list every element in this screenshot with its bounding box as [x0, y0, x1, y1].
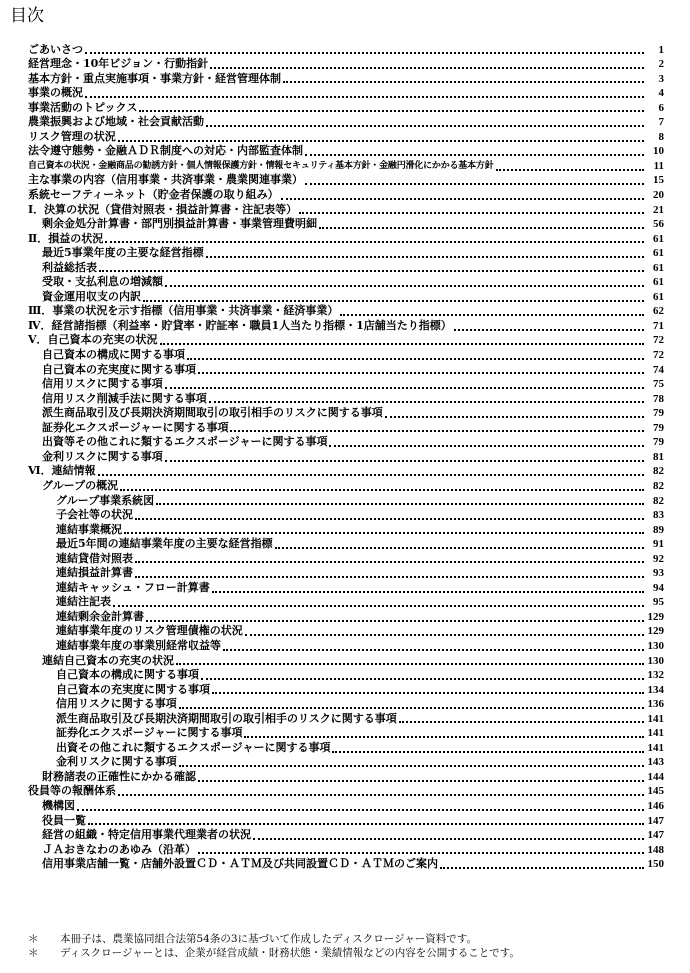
- toc-entry[interactable]: [28, 842, 664, 857]
- dot-leader: [176, 655, 644, 665]
- toc-entry[interactable]: [28, 653, 664, 668]
- dot-leader: [253, 830, 644, 840]
- toc-entry-page: 89: [653, 523, 664, 536]
- toc-entry-label: 主な事業の内容（信用事業・共済事業・農業関連事業）: [28, 173, 303, 187]
- dot-leader: [212, 583, 644, 593]
- footnote-text: 本冊子は、農業協同組合法第54条の3に基づいて作成したディスクロージャー資料です。: [60, 933, 477, 945]
- dot-leader: [340, 306, 644, 316]
- toc-entry-label: 法令遵守態勢・金融ＡＤＲ制度への対応・内部監査体制: [28, 144, 303, 158]
- toc-entry-label: 自己資本の構成に関する事項: [56, 668, 199, 682]
- toc-entry[interactable]: [28, 813, 664, 828]
- toc-entry-label: 自己資本の充実度に関する事項: [42, 362, 196, 376]
- dot-leader: [399, 713, 644, 723]
- dot-leader: [105, 233, 644, 243]
- toc-entry-label: 信用事業店舗一覧・店舗外設置ＣＤ・ＡＴＭ及び共同設置ＣＤ・ＡＴＭのご案内: [42, 857, 438, 871]
- toc-entry[interactable]: [28, 537, 664, 552]
- footnote: [28, 932, 668, 946]
- toc-entry[interactable]: [28, 857, 664, 872]
- toc-entry[interactable]: [28, 129, 664, 144]
- toc-entry-label: 連結事業年度の事業別経常収益等: [56, 638, 221, 652]
- toc-entry-page: 72: [653, 334, 664, 347]
- dot-leader: [299, 204, 644, 214]
- toc-entry-page: 71: [653, 319, 664, 332]
- toc-entry-label: 信用リスクに関する事項: [42, 377, 163, 391]
- toc-entry-label: 証券化エクスポージャーに関する事項: [56, 726, 243, 740]
- toc-entry[interactable]: [28, 595, 664, 610]
- toc-entry[interactable]: [28, 42, 664, 57]
- toc-entry[interactable]: [28, 391, 664, 406]
- toc-entry-page: 82: [653, 494, 664, 507]
- footnote-mark: ＊: [28, 933, 39, 945]
- page-title: 目次: [10, 6, 44, 26]
- toc-entry-label: 信用リスクに関する事項: [56, 697, 177, 711]
- toc-entry-page: 92: [653, 552, 664, 565]
- toc-entry[interactable]: [28, 333, 664, 348]
- toc-entry-label: ＪＡおきなわのあゆみ（沿革）: [42, 842, 196, 856]
- dot-leader: [496, 161, 644, 171]
- toc-entry[interactable]: [28, 580, 664, 595]
- toc-entry[interactable]: [28, 508, 664, 523]
- toc-entry-page: 95: [653, 596, 664, 609]
- toc-entry-label: 機構図: [42, 798, 75, 812]
- dot-leader: [275, 539, 644, 549]
- footnote-mark: ＊: [28, 947, 39, 959]
- toc-entry-label: 連結損益計算書: [56, 566, 133, 580]
- dot-leader: [179, 699, 644, 709]
- toc-entry[interactable]: [28, 566, 664, 581]
- toc-entry-label: 自己資本の充実度に関する事項: [56, 682, 210, 696]
- toc-entry-page: 130: [647, 639, 664, 652]
- toc-entry-label: 信用リスク削減手法に関する事項: [42, 391, 207, 405]
- toc-entry[interactable]: [28, 668, 664, 683]
- toc-entry[interactable]: [28, 231, 664, 246]
- toc-entry-label: 役員等の報酬体系: [28, 784, 116, 798]
- dot-leader: [440, 859, 644, 869]
- toc-entry-label: 最近5年間の連結事業年度の主要な経営指標: [56, 537, 273, 551]
- toc-entry[interactable]: [28, 260, 664, 275]
- toc-entry[interactable]: [28, 755, 664, 770]
- toc-entry[interactable]: [28, 377, 664, 392]
- dot-leader: [156, 495, 644, 505]
- toc-entry[interactable]: [28, 406, 664, 421]
- toc-entry-page: 132: [647, 669, 664, 682]
- toc-entry-label: ごあいさつ: [28, 42, 83, 56]
- toc-entry-label: グループ事業系統図: [56, 493, 155, 507]
- toc-entry[interactable]: [28, 638, 664, 653]
- dot-leader: [165, 277, 644, 287]
- toc-entry[interactable]: [28, 478, 664, 493]
- toc-entry-label: 連結剰余金計算書: [56, 609, 144, 623]
- toc-entry-page: 141: [647, 712, 664, 725]
- toc-entry[interactable]: [28, 115, 664, 130]
- toc-entry-label: Ⅳ．経営諸指標（利益率・貯貸率・貯証率・職員1人当たり指標・1店舗当たり指標）: [28, 318, 452, 332]
- dot-leader: [139, 102, 644, 112]
- toc-entry-page: 145: [647, 785, 664, 798]
- toc-entry-page: 136: [647, 698, 664, 711]
- dot-leader: [223, 641, 644, 651]
- toc-entry[interactable]: [28, 711, 664, 726]
- dot-leader: [201, 670, 644, 680]
- toc-entry-page: 15: [653, 174, 664, 187]
- toc-entry[interactable]: [28, 493, 664, 508]
- toc-entry-label: 事業の概況: [28, 86, 83, 100]
- toc-entry-page: 72: [653, 349, 664, 362]
- dot-leader: [212, 684, 644, 694]
- dot-leader: [230, 422, 644, 432]
- toc-entry[interactable]: [28, 624, 664, 639]
- toc-entry-label: 最近5事業年度の主要な経営指標: [42, 246, 204, 260]
- toc-entry-label: 連結事業概況: [56, 522, 122, 536]
- toc-entry-page: 75: [653, 378, 664, 391]
- toc-entry-label: 資金運用収支の内訳: [42, 289, 141, 303]
- toc-entry-page: 56: [653, 218, 664, 231]
- dot-leader: [135, 553, 644, 563]
- dot-leader: [113, 597, 644, 607]
- toc-entry-page: 141: [647, 741, 664, 754]
- toc-entry-page: 61: [653, 290, 664, 303]
- dot-leader: [206, 117, 644, 127]
- toc-entry-page: 94: [653, 581, 664, 594]
- toc-entry-page: 129: [647, 610, 664, 623]
- toc-entry-page: 78: [653, 392, 664, 405]
- toc-entry-page: 83: [653, 509, 664, 522]
- toc-entry[interactable]: [28, 289, 664, 304]
- toc-entry[interactable]: [28, 420, 664, 435]
- toc-entry[interactable]: [28, 609, 664, 624]
- dot-leader: [88, 815, 644, 825]
- toc-entry[interactable]: [28, 187, 664, 202]
- toc-entry-label: 受取・支払利息の増減額: [42, 275, 163, 289]
- toc-entry-page: 1: [658, 43, 664, 56]
- toc-entry-page: 141: [647, 727, 664, 740]
- dot-leader: [206, 248, 644, 258]
- toc-entry[interactable]: [28, 246, 664, 261]
- toc-entry[interactable]: [28, 173, 664, 188]
- toc-entry[interactable]: [28, 318, 664, 333]
- toc-entry[interactable]: [28, 86, 664, 101]
- toc-entry[interactable]: [28, 784, 664, 799]
- toc-entry-label: 基本方針・重点実施事項・事業方針・経営管理体制: [28, 71, 281, 85]
- toc-entry-label: 派生商品取引及び長期決済期間取引の取引相手のリスクに関する事項: [56, 711, 397, 725]
- toc-entry-page: 150: [647, 858, 664, 871]
- toc-entry-label: 利益総括表: [42, 260, 97, 274]
- toc-entry-label: 証券化エクスポージャーに関する事項: [42, 420, 229, 434]
- dot-leader: [143, 292, 644, 302]
- toc-entry-page: 2: [658, 58, 664, 71]
- toc-entry-page: 11: [653, 159, 664, 172]
- dot-leader: [209, 393, 644, 403]
- toc-entry[interactable]: [28, 304, 664, 319]
- dot-leader: [85, 44, 644, 54]
- toc-entry-label: Ⅵ．連結情報: [28, 464, 96, 478]
- toc-entry-page: 61: [653, 232, 664, 245]
- toc-entry-label: 自己資本の構成に関する事項: [42, 348, 185, 362]
- toc-entry-label: 連結貸借対照表: [56, 551, 133, 565]
- toc-entry[interactable]: [28, 100, 664, 115]
- toc-entry-label: 系統セーフティーネット（貯金者保護の取り組み）: [28, 188, 279, 202]
- toc-entry[interactable]: [28, 362, 664, 377]
- dot-leader: [118, 132, 644, 142]
- toc-entry-label: 出資その他これに類するエクスポージャーに関する事項: [56, 740, 331, 754]
- dot-leader: [305, 146, 644, 156]
- toc-entry[interactable]: [28, 217, 664, 232]
- footnote-text: ディスクロージャーとは、企業が経営成績・財務状態・業績情報などの内容を公開することです。: [60, 947, 520, 959]
- toc-entry-page: 134: [647, 683, 664, 696]
- toc-entry-label: 財務諸表の正確性にかかる確認: [42, 769, 196, 783]
- dot-leader: [244, 728, 644, 738]
- toc-entry[interactable]: [28, 522, 664, 537]
- dot-leader: [135, 510, 644, 520]
- toc-entry-page: 82: [653, 479, 664, 492]
- toc-entry-page: 74: [653, 363, 664, 376]
- toc-entry[interactable]: [28, 682, 664, 697]
- toc-entry-page: 144: [647, 770, 664, 783]
- dot-leader: [245, 626, 644, 636]
- toc-entry[interactable]: [28, 202, 664, 217]
- toc-entry-page: 82: [653, 465, 664, 478]
- toc-entry-page: 61: [653, 261, 664, 274]
- toc-entry-page: 129: [647, 625, 664, 638]
- toc-entry[interactable]: [28, 449, 664, 464]
- toc-entry[interactable]: [28, 144, 664, 159]
- toc-entry[interactable]: [28, 71, 664, 86]
- toc-entry-page: 93: [653, 567, 664, 580]
- dot-leader: [77, 801, 644, 811]
- dot-leader: [198, 844, 644, 854]
- dot-leader: [118, 786, 644, 796]
- toc-entry-page: 79: [653, 407, 664, 420]
- toc-entry-label: 子会社等の状況: [56, 508, 133, 522]
- toc-entry-label: 連結自己資本の充実の状況: [42, 653, 174, 667]
- toc-entry-page: 6: [658, 101, 664, 114]
- toc-entry[interactable]: [28, 57, 664, 72]
- toc-entry-label: Ⅲ．事業の状況を示す指標（信用事業・共済事業・経済事業）: [28, 304, 339, 318]
- toc-entry[interactable]: [28, 697, 664, 712]
- toc-entry-page: 147: [647, 814, 664, 827]
- toc-entry-page: 91: [653, 538, 664, 551]
- toc-entry[interactable]: [28, 464, 664, 479]
- dot-leader: [160, 335, 644, 345]
- dot-leader: [454, 321, 644, 331]
- dot-leader: [319, 219, 644, 229]
- toc-entry-label: 連結事業年度のリスク管理債権の状況: [56, 624, 243, 638]
- dot-leader: [98, 466, 644, 476]
- toc-entry-label: 役員一覧: [42, 813, 86, 827]
- dot-leader: [198, 364, 644, 374]
- toc-entry-label: 剰余金処分計算書・部門別損益計算書・事業管理費明細: [42, 217, 317, 231]
- dot-leader: [124, 524, 644, 534]
- toc-entry-label: 金利リスクに関する事項: [42, 449, 163, 463]
- toc-entry-label: Ⅰ．決算の状況（貸借対照表・損益計算書・注記表等）: [28, 202, 298, 216]
- toc-entry-label: 経営の組織・特定信用事業代理業者の状況: [42, 828, 251, 842]
- dot-leader: [165, 379, 644, 389]
- toc-entry-page: 61: [653, 276, 664, 289]
- footnote: [28, 946, 668, 960]
- toc-entry-label: 農業振興および地域・社会貢献活動: [28, 115, 204, 129]
- toc-entry-label: Ⅱ．損益の状況: [28, 231, 104, 245]
- toc-entry-label: 事業活動のトピックス: [28, 100, 138, 114]
- dot-leader: [187, 350, 644, 360]
- toc-entry[interactable]: [28, 347, 664, 362]
- toc-entry-label: 金利リスクに関する事項: [56, 755, 177, 769]
- toc-entry-page: 20: [653, 189, 664, 202]
- toc-entry[interactable]: [28, 726, 664, 741]
- toc-entry-page: 7: [658, 116, 664, 129]
- dot-leader: [281, 190, 644, 200]
- dot-leader: [198, 772, 644, 782]
- toc-entry[interactable]: [28, 769, 664, 784]
- toc-entry-page: 21: [653, 203, 664, 216]
- toc-entry-page: 147: [647, 829, 664, 842]
- toc-entry[interactable]: [28, 798, 664, 813]
- table-of-contents: [28, 42, 664, 871]
- toc-entry-page: 62: [653, 305, 664, 318]
- toc-entry-page: 61: [653, 247, 664, 260]
- dot-leader: [120, 481, 644, 491]
- toc-entry-page: 8: [658, 130, 664, 143]
- toc-entry[interactable]: [28, 740, 664, 755]
- toc-entry-page: 130: [647, 654, 664, 667]
- footnotes: [28, 932, 668, 960]
- toc-entry-label: 経営理念・10年ビジョン・行動指針: [28, 57, 209, 71]
- toc-entry-label: Ⅴ．自己資本の充実の状況: [28, 333, 158, 347]
- dot-leader: [210, 59, 644, 69]
- toc-entry-page: 143: [647, 756, 664, 769]
- dot-leader: [146, 612, 644, 622]
- toc-entry-label: 派生商品取引及び長期決済期間取引の取引相手のリスクに関する事項: [42, 406, 383, 420]
- toc-entry[interactable]: [28, 828, 664, 843]
- toc-entry-label: 連結注記表: [56, 595, 111, 609]
- dot-leader: [385, 408, 644, 418]
- dot-leader: [305, 175, 644, 185]
- toc-entry-page: 3: [658, 72, 664, 85]
- toc-entry-page: 79: [653, 436, 664, 449]
- dot-leader: [283, 73, 644, 83]
- dot-leader: [332, 743, 644, 753]
- toc-entry-page: 10: [653, 145, 664, 158]
- dot-leader: [165, 452, 644, 462]
- toc-entry[interactable]: [28, 158, 664, 173]
- toc-entry-page: 81: [653, 450, 664, 463]
- dot-leader: [329, 437, 644, 447]
- toc-entry-label: 出資等その他これに類するエクスポージャーに関する事項: [42, 435, 328, 449]
- toc-entry-label: 自己資本の状況・金融商品の勧誘方針・個人情報保護方針・情報セキュリティ基本方針・金融円滑化にかかる基本方針: [28, 160, 494, 171]
- toc-entry-page: 146: [647, 799, 664, 812]
- dot-leader: [135, 568, 644, 578]
- toc-entry-label: グループの概況: [42, 478, 119, 492]
- dot-leader: [179, 757, 644, 767]
- toc-entry[interactable]: [28, 275, 664, 290]
- toc-entry[interactable]: [28, 435, 664, 450]
- toc-entry-label: リスク管理の状況: [28, 129, 116, 143]
- toc-entry-page: 79: [653, 421, 664, 434]
- dot-leader: [99, 262, 644, 272]
- toc-entry[interactable]: [28, 551, 664, 566]
- toc-entry-page: 4: [658, 87, 664, 100]
- toc-entry-page: 148: [647, 843, 664, 856]
- dot-leader: [85, 88, 644, 98]
- toc-entry-label: 連結キャッシュ・フロー計算書: [56, 580, 210, 594]
